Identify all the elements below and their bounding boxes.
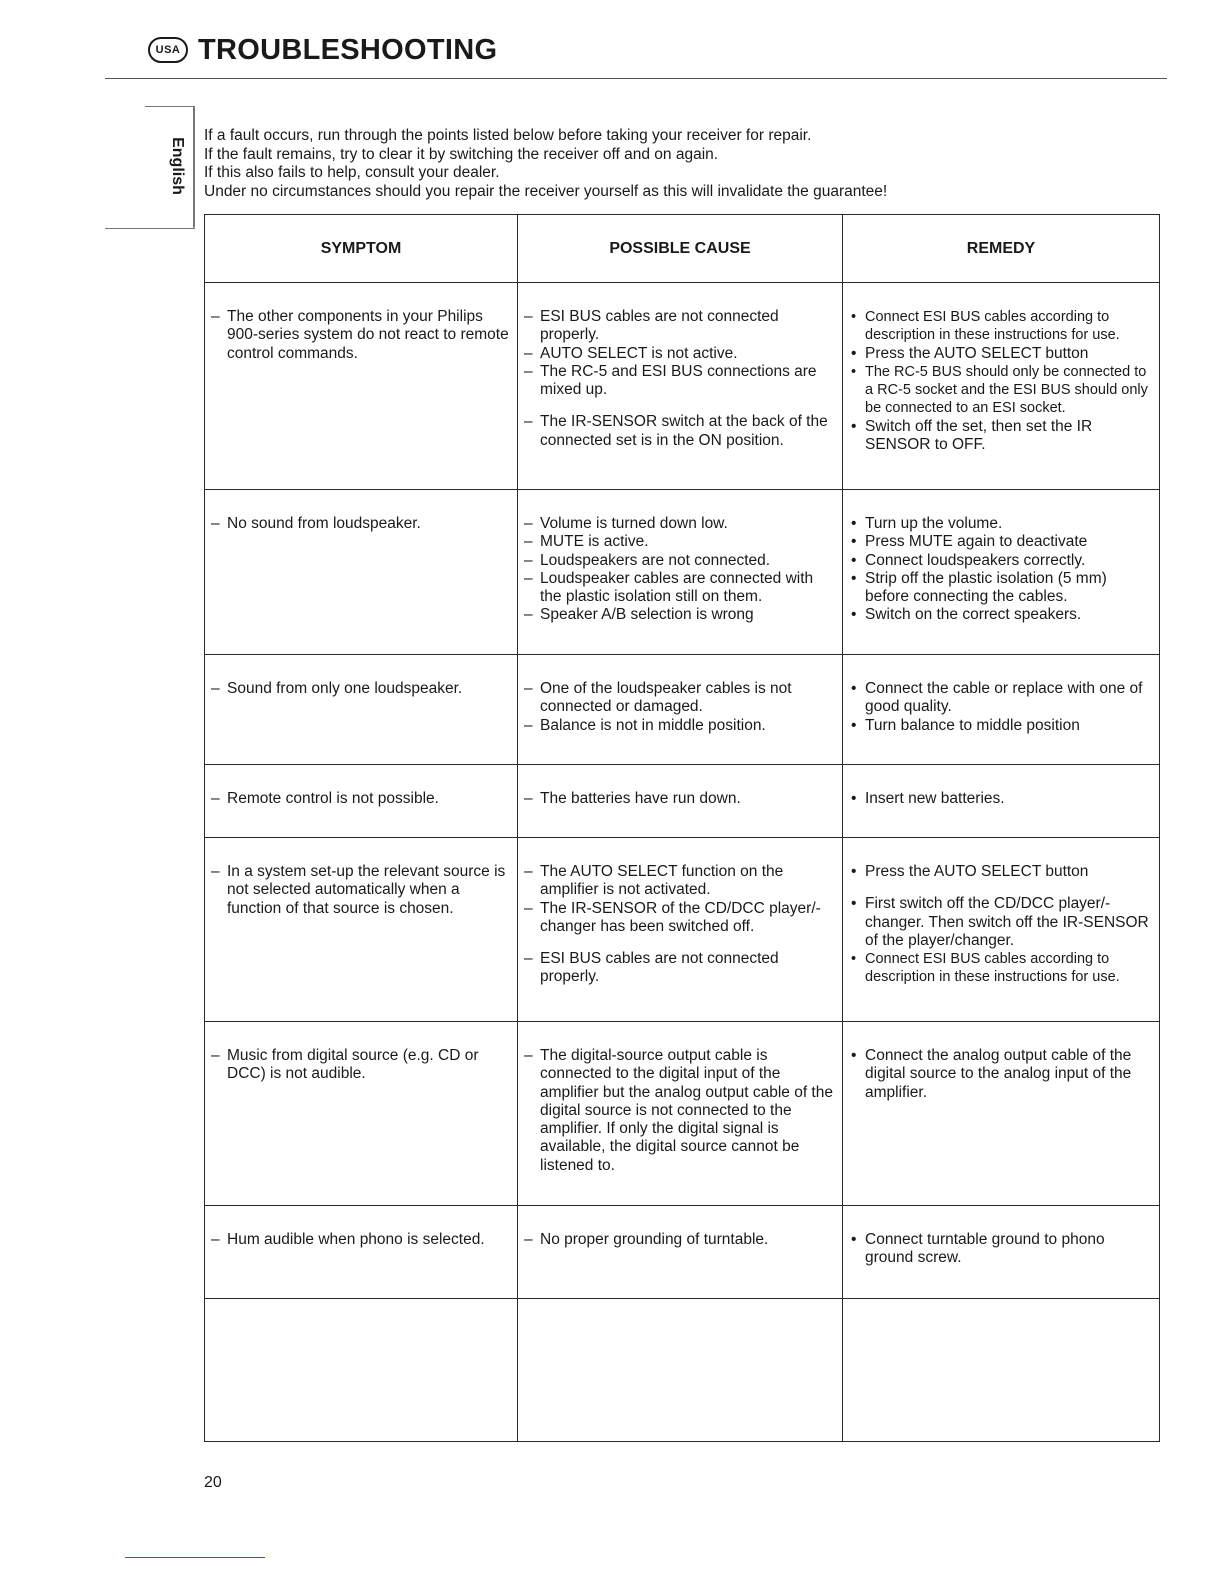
cause-cell	[518, 655, 843, 765]
cause-item: – AUTO SELECT is not active.	[524, 345, 836, 363]
cause-item: – The RC-5 and ESI BUS connections are mixed up.	[524, 363, 836, 400]
header-possible-cause: POSSIBLE CAUSE	[518, 215, 843, 283]
intro-line: If this also fails to help, consult your dealer.	[204, 164, 500, 181]
remedy-item: • Connect ESI BUS cables according to description in these instructions for use.	[849, 950, 1153, 987]
cause-cell	[518, 1206, 843, 1299]
symptom-cell	[205, 655, 518, 765]
empty-cell	[205, 1299, 518, 1442]
remedy-item: • Press MUTE again to deactivate	[849, 533, 1153, 551]
table-row	[205, 838, 1160, 1022]
header-symptom: SYMPTOM	[205, 215, 518, 283]
empty-table-row	[205, 1299, 1160, 1442]
remedy-cell	[843, 490, 1160, 655]
header-remedy: REMEDY	[843, 215, 1160, 283]
cause-item: – The digital-source output cable is connected to the digital input of the amplifier but the analog output cable of the digital source is not connected to the amplifier. If only the digital signal is available, the digital source cannot be listened to.	[524, 1047, 836, 1175]
cause-item: – Balance is not in middle position.	[524, 717, 836, 735]
remedy-item: • Connect loudspeakers correctly.	[849, 552, 1153, 570]
symptom-text: – Hum audible when phono is selected.	[211, 1231, 511, 1249]
remedy-item: • Press the AUTO SELECT button	[849, 863, 1153, 881]
cause-item: – The AUTO SELECT function on the amplifier is not activated.	[524, 863, 836, 900]
remedy-item: • Turn balance to middle position	[849, 717, 1153, 735]
remedy-item: • Switch on the correct speakers.	[849, 606, 1153, 624]
intro-line: Under no circumstances should you repair the receiver yourself as this will invalidate the guarantee!	[204, 182, 888, 200]
intro-line: If a fault occurs, run through the points listed below before taking your receiver for repair.	[204, 127, 812, 144]
cause-cell	[518, 1022, 843, 1206]
footer-rule	[125, 1557, 265, 1558]
table-row	[205, 655, 1160, 765]
cause-item: – ESI BUS cables are not connected properly.	[524, 308, 836, 345]
page-number: 20	[204, 1474, 222, 1491]
symptom-cell	[205, 283, 518, 490]
troubleshooting-table	[204, 214, 1160, 1442]
page-title: TROUBLESHOOTING	[198, 33, 498, 66]
page-header	[148, 30, 497, 70]
table-row	[205, 490, 1160, 655]
cause-item: – Loudspeaker cables are connected with the plastic isolation still on them.	[524, 570, 836, 607]
remedy-item: • Switch off the set, then set the IR SENSOR to OFF.	[849, 418, 1153, 455]
remedy-item: • Strip off the plastic isolation (5 mm) before connecting the cables.	[849, 570, 1153, 607]
cause-item: – Volume is turned down low.	[524, 515, 836, 533]
symptom-text: – Sound from only one loudspeaker.	[211, 680, 511, 698]
remedy-item: • Connect ESI BUS cables according to description in these instructions for use.	[849, 308, 1153, 345]
symptom-cell	[205, 765, 518, 838]
symptom-cell	[205, 1022, 518, 1206]
remedy-item: • Connect the cable or replace with one of good quality.	[849, 680, 1153, 717]
remedy-item: • Connect turntable ground to phono ground screw.	[849, 1231, 1153, 1268]
remedy-cell	[843, 765, 1160, 838]
symptom-text: – Music from digital source (e.g. CD or DCC) is not audible.	[211, 1047, 511, 1084]
symptom-text: – In a system set-up the relevant source is not selected automatically when a function of that source is chosen.	[211, 863, 511, 918]
remedy-cell	[843, 1022, 1160, 1206]
symptom-text: – No sound from loudspeaker.	[211, 515, 511, 533]
remedy-item: • Connect the analog output cable of the digital source to the analog input of the amplifier.	[849, 1047, 1153, 1102]
cause-item: – ESI BUS cables are not connected properly.	[524, 950, 836, 987]
cause-item: – Loudspeakers are not connected.	[524, 552, 836, 570]
remedy-item: • The RC-5 BUS should only be connected to a RC-5 socket and the ESI BUS should only be connected to an ESI socket.	[849, 363, 1153, 418]
remedy-item: • Turn up the volume.	[849, 515, 1153, 533]
cause-cell	[518, 765, 843, 838]
remedy-cell	[843, 283, 1160, 490]
symptom-text: – The other components in your Philips 900-series system do not react to remote control commands.	[211, 308, 511, 363]
remedy-item: • Press the AUTO SELECT button	[849, 345, 1153, 363]
empty-cell	[518, 1299, 843, 1442]
table-row	[205, 765, 1160, 838]
table-row	[205, 1022, 1160, 1206]
cause-item: – One of the loudspeaker cables is not connected or damaged.	[524, 680, 836, 717]
table-header-row	[205, 215, 1160, 283]
cause-item: – Speaker A/B selection is wrong	[524, 606, 836, 624]
cause-item: – No proper grounding of turntable.	[524, 1231, 836, 1249]
header-divider	[105, 78, 1167, 79]
cause-item: – The batteries have run down.	[524, 790, 836, 808]
intro-text	[204, 127, 1164, 201]
remedy-item: • First switch off the CD/DCC player/-changer. Then switch off the IR-SENSOR of the player/changer.	[849, 895, 1153, 950]
empty-cell	[843, 1299, 1160, 1442]
usa-badge: USA	[148, 37, 188, 63]
symptom-cell	[205, 838, 518, 1022]
cause-cell	[518, 490, 843, 655]
language-label: English	[169, 137, 186, 195]
symptom-cell	[205, 490, 518, 655]
symptom-cell	[205, 1206, 518, 1299]
cause-item: – The IR-SENSOR switch at the back of the connected set is in the ON position.	[524, 413, 836, 450]
remedy-item: • Insert new batteries.	[849, 790, 1153, 808]
table-row	[205, 1206, 1160, 1299]
remedy-cell	[843, 838, 1160, 1022]
cause-item: – The IR-SENSOR of the CD/DCC player/-changer has been switched off.	[524, 900, 836, 937]
language-tab	[105, 106, 200, 228]
remedy-cell	[843, 1206, 1160, 1299]
remedy-cell	[843, 655, 1160, 765]
table-row	[205, 283, 1160, 490]
symptom-text: – Remote control is not possible.	[211, 790, 511, 808]
cause-cell	[518, 838, 843, 1022]
cause-item: – MUTE is active.	[524, 533, 836, 551]
intro-line: If the fault remains, try to clear it by switching the receiver off and on again.	[204, 145, 719, 163]
cause-cell	[518, 283, 843, 490]
